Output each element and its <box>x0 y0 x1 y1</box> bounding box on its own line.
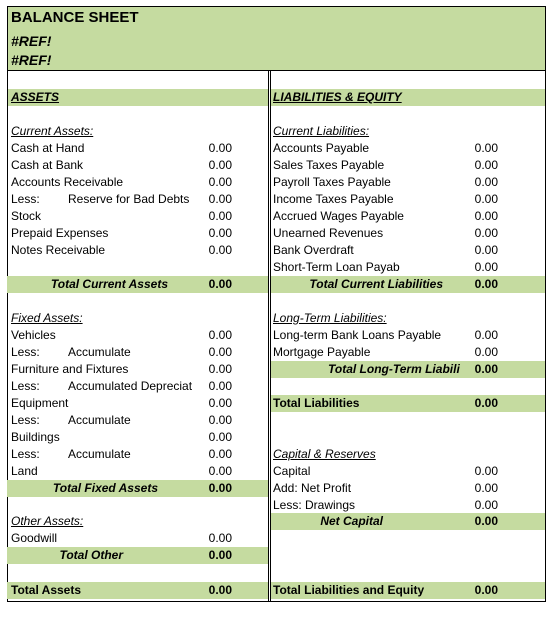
row-label: Short-Term Loan Payab <box>273 260 400 274</box>
total-liabilities-label: Total Liabilities <box>273 396 360 410</box>
row-value: 0.00 <box>474 158 498 172</box>
total-long-term-label: Total Long-Term Liabili <box>328 362 460 376</box>
row-value: 0.00 <box>474 175 498 189</box>
long-term-liabilities-title: Long-Term Liabilities: <box>273 311 387 325</box>
row-value: 0.00 <box>474 345 498 359</box>
row-sublabel: Accumulate <box>68 345 131 359</box>
bottom-border <box>7 601 546 602</box>
row-label: Buildings <box>11 430 60 444</box>
row-value: 0.00 <box>208 192 232 206</box>
total-liabilities-value: 0.00 <box>474 396 498 410</box>
row-label: Income Taxes Payable <box>273 192 394 206</box>
date-ref: #REF! <box>11 52 52 68</box>
left-border <box>7 70 8 602</box>
total-long-term-value: 0.00 <box>474 362 498 376</box>
other-assets-title: Other Assets: <box>11 514 84 528</box>
total-assets-value: 0.00 <box>208 583 232 597</box>
row-label: Accounts Payable <box>273 141 370 155</box>
row-label: Furniture and Fixtures <box>11 362 129 376</box>
row-label: Less: <box>11 345 40 359</box>
row-value: 0.00 <box>474 328 498 342</box>
net-capital-label: Net Capital <box>320 514 383 528</box>
row-value: 0.00 <box>208 413 232 427</box>
row-label: Stock <box>11 209 42 223</box>
row-value: 0.00 <box>208 158 232 172</box>
row-value: 0.00 <box>208 447 232 461</box>
company-ref: #REF! <box>11 33 52 49</box>
sheet-title: BALANCE SHEET <box>11 9 139 26</box>
total-liabilities-equity-value: 0.00 <box>474 583 498 597</box>
total-other-label: Total Other <box>59 548 123 562</box>
total-current-liabilities-label: Total Current Liabilities <box>309 277 443 291</box>
row-label: Prepaid Expenses <box>11 226 109 240</box>
row-label: Cash at Bank <box>11 158 84 172</box>
total-current-assets-value: 0.00 <box>208 277 232 291</box>
row-value: 0.00 <box>208 226 232 240</box>
row-label: Payroll Taxes Payable <box>273 175 391 189</box>
row-label: Notes Receivable <box>11 243 106 257</box>
total-fixed-assets-value: 0.00 <box>208 481 232 495</box>
row-label: Mortgage Payable <box>273 345 371 359</box>
liabilities-heading: LIABILITIES & EQUITY <box>273 90 402 104</box>
top-border <box>7 6 545 7</box>
right-border <box>545 6 546 602</box>
row-label: Land <box>11 464 38 478</box>
row-label: Accounts Receivable <box>11 175 124 189</box>
total-assets-label: Total Assets <box>11 583 82 597</box>
total-current-assets-label: Total Current Assets <box>50 277 168 291</box>
row-label: Vehicles <box>11 328 56 342</box>
row-value: 0.00 <box>474 209 498 223</box>
row-label: Less: <box>11 192 40 206</box>
row-label: Less: <box>11 447 40 461</box>
row-value: 0.00 <box>208 531 232 545</box>
row-label: Bank Overdraft <box>273 243 354 257</box>
row-sublabel: Reserve for Bad Debts <box>68 192 190 206</box>
row-value: 0.00 <box>208 396 232 410</box>
row-value: 0.00 <box>208 345 232 359</box>
current-assets-title: Current Assets: <box>11 124 94 138</box>
row-value: 0.00 <box>474 464 498 478</box>
total-current-liabilities-value: 0.00 <box>474 277 498 291</box>
total-liabilities-equity-label: Total Liabilities and Equity <box>273 583 425 597</box>
row-label: Cash at Hand <box>11 141 85 155</box>
row-value: 0.00 <box>208 141 232 155</box>
row-sublabel: Accumulate <box>68 413 131 427</box>
total-other-value: 0.00 <box>208 548 232 562</box>
net-capital-value: 0.00 <box>474 514 498 528</box>
row-value: 0.00 <box>474 243 498 257</box>
header-left-border <box>7 6 8 70</box>
row-value: 0.00 <box>474 141 498 155</box>
assets-heading: ASSETS <box>11 90 60 104</box>
current-liabilities-title: Current Liabilities: <box>273 124 370 138</box>
row-sublabel: Accumulated Depreciat <box>68 379 193 393</box>
row-value: 0.00 <box>474 226 498 240</box>
row-value: 0.00 <box>474 192 498 206</box>
row-sublabel: Accumulate <box>68 447 131 461</box>
row-value: 0.00 <box>208 362 232 376</box>
row-label: Less: <box>11 379 40 393</box>
row-label: Less: <box>11 413 40 427</box>
row-label: Less: Drawings <box>273 498 356 512</box>
row-value: 0.00 <box>474 481 498 495</box>
row-label: Long-term Bank Loans Payable <box>273 328 442 342</box>
row-label: Goodwill <box>11 531 58 545</box>
header-divider <box>7 70 545 71</box>
row-label: Sales Taxes Payable <box>273 158 385 172</box>
row-value: 0.00 <box>208 379 232 393</box>
row-label: Capital <box>273 464 311 478</box>
middle-border <box>268 70 269 602</box>
row-value: 0.00 <box>474 260 498 274</box>
row-value: 0.00 <box>208 243 232 257</box>
row-value: 0.00 <box>208 175 232 189</box>
row-value: 0.00 <box>208 464 232 478</box>
row-value: 0.00 <box>474 498 498 512</box>
row-label: Unearned Revenues <box>273 226 384 240</box>
total-fixed-assets-label: Total Fixed Assets <box>52 481 158 495</box>
row-value: 0.00 <box>208 430 232 444</box>
row-label: Equipment <box>11 396 69 410</box>
row-label: Accrued Wages Payable <box>273 209 404 223</box>
fixed-assets-title: Fixed Assets: <box>11 311 83 325</box>
row-value: 0.00 <box>208 328 232 342</box>
capital-reserves-title: Capital & Reserves <box>273 447 376 461</box>
row-value: 0.00 <box>208 209 232 223</box>
row-label: Add: Net Profit <box>273 481 352 495</box>
